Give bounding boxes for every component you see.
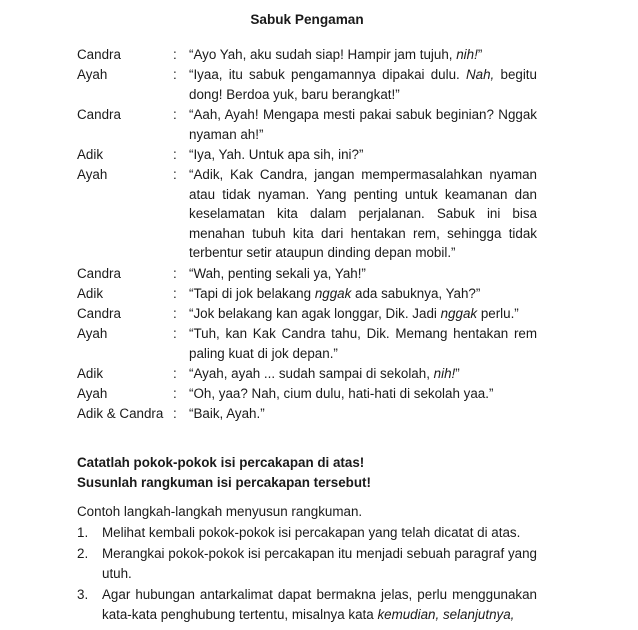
- text-segment: “Aah, Ayah! Mengapa mesti pakai sabuk beginian? Nggak nyaman ah!”: [189, 106, 537, 142]
- colon-separator: :: [173, 106, 177, 122]
- page-title: Sabuk Pengaman: [250, 12, 364, 27]
- text-segment: ”: [477, 47, 483, 62]
- dialog-text: [189, 384, 537, 404]
- colon-separator: :: [173, 67, 177, 83]
- dialog-line: [77, 324, 537, 363]
- dialog-text: [189, 65, 537, 104]
- colon-separator: :: [173, 166, 177, 182]
- step-number: 2.: [77, 546, 89, 562]
- text-segment: “Jok belakang kan agak longgar, Dik. Jadi: [189, 305, 441, 321]
- dialog-line: [77, 304, 537, 324]
- step-item: [77, 544, 537, 583]
- dialog-text: [189, 105, 537, 144]
- dialog-text: [189, 324, 537, 363]
- instruction-line-1: Catatlah pokok-pokok isi percakapan di atas!: [77, 455, 365, 470]
- text-segment: perlu.”: [477, 305, 519, 321]
- dialog-text: [189, 165, 537, 263]
- dialog-line: [77, 65, 537, 104]
- dialog-line: [77, 264, 537, 284]
- italic-text: nih!: [456, 47, 478, 62]
- colon-separator: :: [173, 285, 177, 301]
- dialog-text: [189, 45, 537, 65]
- dialog-line: [77, 105, 537, 144]
- speaker-name: Adik: [77, 285, 104, 301]
- dialog-line: [77, 165, 537, 263]
- instruction-line-2: Susunlah rangkuman isi percakapan tersebut!: [77, 475, 371, 490]
- colon-separator: :: [173, 365, 177, 381]
- speaker-name: Ayah: [77, 326, 108, 342]
- dialog-line: [77, 384, 537, 404]
- text-segment: “Oh, yaa? Nah, cium dulu, hati-hati di sekolah yaa.”: [189, 386, 494, 402]
- dialog-line: [77, 364, 537, 384]
- step-text: [102, 585, 537, 624]
- text-segment: “Ayah, ayah ... sudah sampai di sekolah,: [189, 365, 434, 381]
- colon-separator: :: [173, 47, 177, 62]
- italic-text: Nah,: [465, 67, 495, 83]
- dialog-list: [77, 45, 537, 424]
- text-segment: “Baik, Ayah.”: [189, 406, 265, 422]
- text-segment: begitu dong! Berdoa yuk, baru berangkat!”: [189, 67, 537, 102]
- text-segment: “Adik, Kak Candra, jangan mempermasalahkan nyaman atau tidak nyaman. Yang penting untuk keamanan dan keselamatan kita dalam perjalanan. Sabuk ini bisa menahan tubuh kita dari hentakan rem, sehingga tidak terbentur setir ataupun dinding depan mobil.”: [189, 166, 537, 261]
- speaker-name: Adik & Candra: [77, 406, 164, 422]
- italic-text: nggak: [314, 285, 352, 301]
- italic-text: kemudian, selanjutnya,: [377, 606, 515, 622]
- italic-text: nggak: [440, 305, 478, 321]
- speaker-name: Candra: [77, 265, 121, 281]
- steps-list: [77, 523, 537, 625]
- text-segment: “Iya, Yah. Untuk apa sih, ini?”: [189, 146, 364, 162]
- colon-separator: :: [173, 406, 177, 422]
- dialog-text: [189, 364, 537, 384]
- speaker-name: Ayah: [77, 67, 108, 83]
- dialog-line: [77, 145, 537, 165]
- colon-separator: :: [173, 146, 177, 162]
- speaker-name: Ayah: [77, 386, 108, 402]
- text-segment: “Tuh, kan Kak Candra tahu, Dik. Memang hentakan rem paling kuat di jok depan.”: [189, 326, 537, 361]
- step-text: [102, 544, 537, 583]
- step-number: 3.: [77, 587, 89, 603]
- step-text: [102, 523, 537, 543]
- speaker-name: Adik: [77, 146, 104, 162]
- speaker-name: Adik: [77, 365, 104, 381]
- dialog-text: [189, 404, 537, 424]
- dialog-line: [77, 404, 537, 424]
- text-segment: Merangkai pokok-pokok isi percakapan itu menjadi sebuah paragraf yang utuh.: [102, 546, 537, 581]
- text-segment: Melihat kembali pokok-pokok isi percakapan yang telah dicatat di atas.: [102, 524, 521, 540]
- speaker-name: Candra: [77, 106, 121, 122]
- dialog-line: [77, 45, 537, 65]
- speaker-name: Ayah: [77, 166, 108, 182]
- text-segment: ”: [455, 365, 460, 381]
- instructions-section: [77, 453, 537, 627]
- step-item: [77, 523, 537, 543]
- colon-separator: :: [173, 326, 177, 342]
- text-segment: “Iyaa, itu sabuk pengamannya dipakai dulu.: [189, 67, 466, 83]
- colon-separator: :: [173, 265, 177, 281]
- dialog-text: [189, 264, 537, 284]
- speaker-name: Candra: [77, 305, 121, 321]
- steps-intro: Contoh langkah-langkah menyusun rangkuman.: [77, 504, 363, 519]
- text-segment: “Ayo Yah, aku sudah siap! Hampir jam tujuh,: [189, 47, 457, 62]
- text-segment: “Wah, penting sekali ya, Yah!”: [189, 265, 366, 281]
- step-item: [77, 585, 537, 624]
- dialog-text: [189, 304, 537, 324]
- text-segment: ada sabuknya, Yah?”: [351, 285, 481, 301]
- colon-separator: :: [173, 305, 177, 321]
- step-number: 1.: [77, 524, 89, 540]
- colon-separator: :: [173, 386, 177, 402]
- speaker-name: Candra: [77, 47, 121, 62]
- text-segment: “Tapi di jok belakang: [189, 285, 315, 301]
- dialog-text: [189, 284, 537, 304]
- italic-text: nih!: [433, 365, 456, 381]
- dialog-line: [77, 284, 537, 304]
- dialog-text: [189, 145, 537, 165]
- text-segment: Agar hubungan antarkalimat dapat bermakna jelas, perlu menggunakan kata-kata penghubung tertentu, misalnya kata: [102, 587, 537, 622]
